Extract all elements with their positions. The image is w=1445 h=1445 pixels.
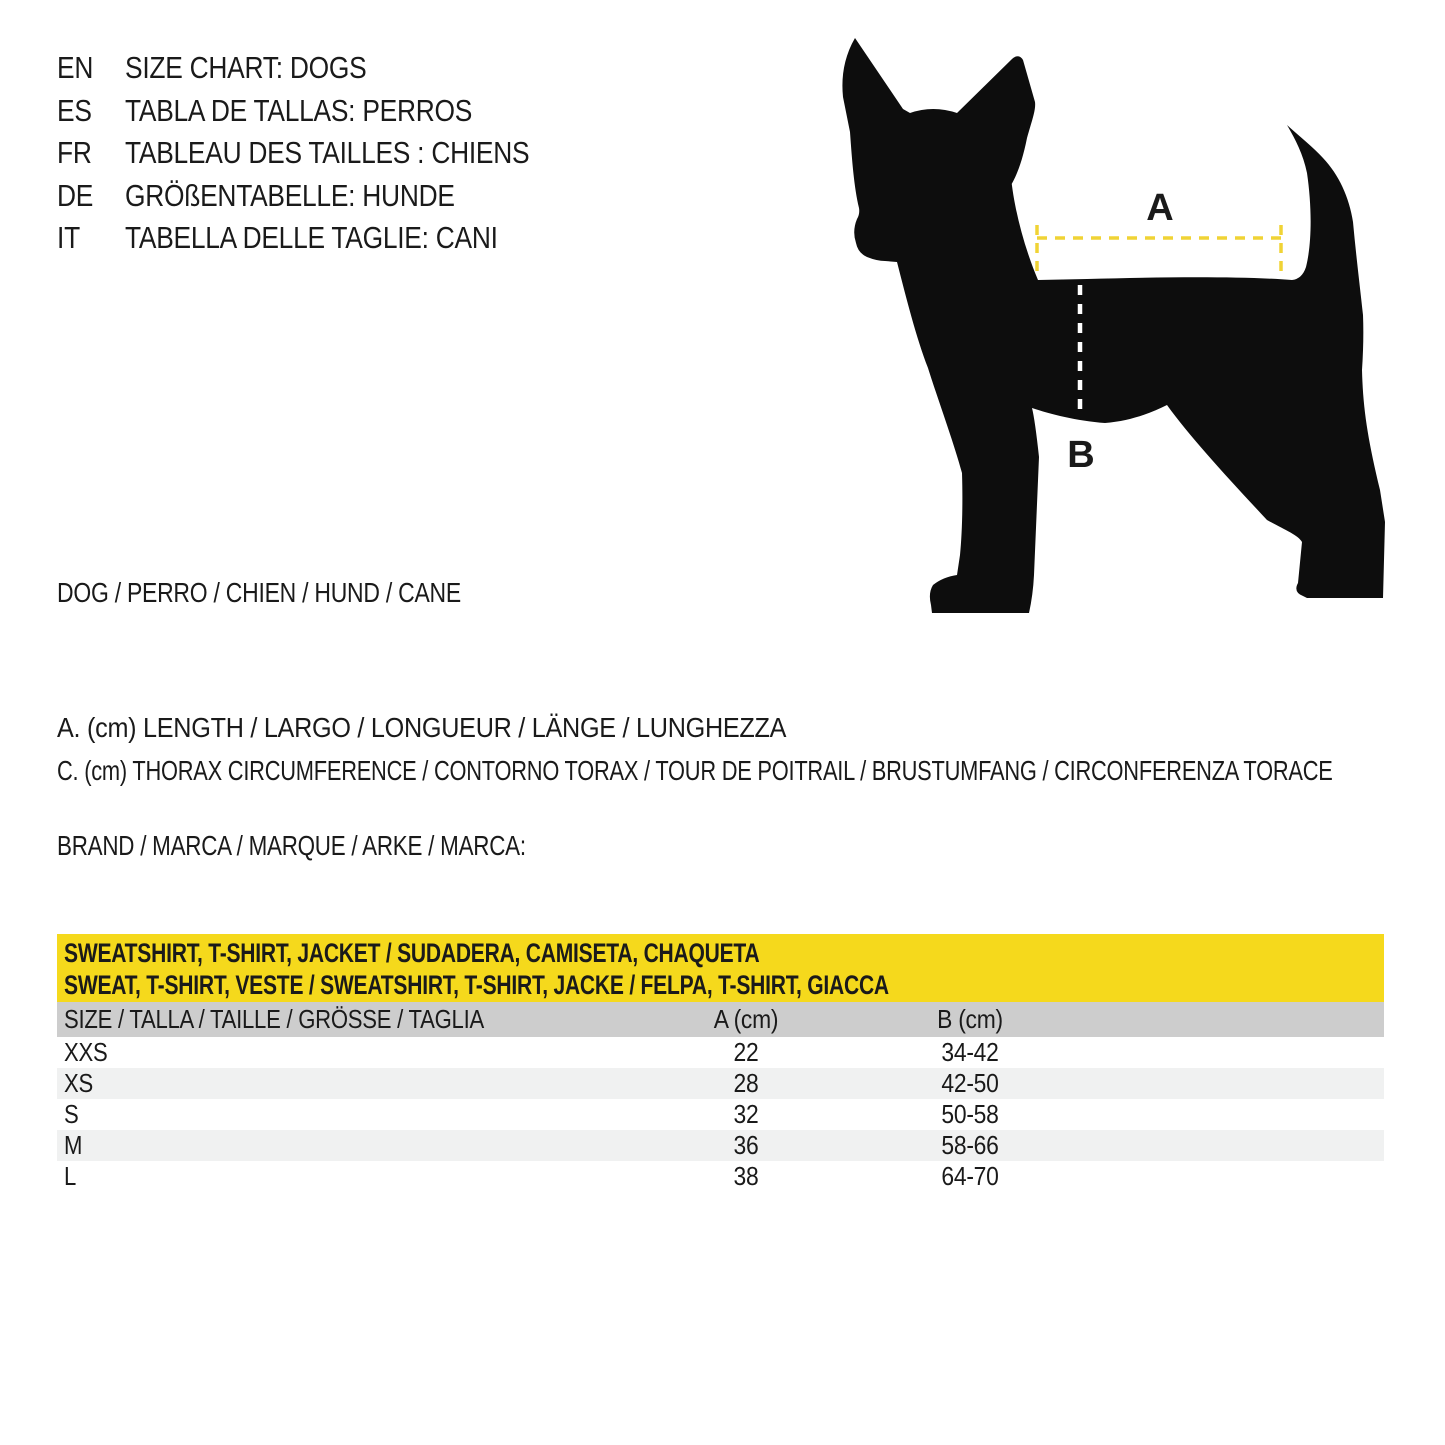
brand-line: BRAND / MARCA / MARQUE / ARKE / MARCA: <box>57 830 526 861</box>
language-row-es <box>57 90 529 133</box>
header-line-2: SWEAT, T-SHIRT, VESTE / SWEATSHIRT, T-SHIRT, JACKE / FELPA, T-SHIRT, GIACCA <box>64 970 889 1000</box>
measurement-line-c: C. (cm) THORAX CIRCUMFERENCE / CONTORNO TORAX / TOUR DE POITRAIL / BRUSTUMFANG / CIRCONFERENZA TORACE <box>57 755 1333 787</box>
table-row-s <box>57 1099 1384 1130</box>
column-b: B (cm) <box>937 1004 1003 1034</box>
size-cell: L <box>64 1161 77 1191</box>
table-row-xs <box>57 1068 1384 1099</box>
measurement-line-a: A. (cm) LENGTH / LARGO / LONGUEUR / LÄNGE / LUNGHEZZA <box>57 711 787 743</box>
column-a: A (cm) <box>713 1004 779 1034</box>
table-row-l <box>57 1161 1384 1192</box>
language-title: GRÖßENTABELLE: HUNDE <box>125 177 455 213</box>
b-cell: 50-58 <box>941 1099 999 1129</box>
size-table-header <box>57 934 1384 1002</box>
marker-b-label: B <box>1067 434 1095 476</box>
marker-a-label: A <box>1146 187 1174 229</box>
dog-measurement-diagram <box>815 15 1440 640</box>
language-title-list <box>57 47 613 260</box>
b-cell: 64-70 <box>941 1161 999 1191</box>
language-code: EN <box>57 50 94 86</box>
language-code: FR <box>57 135 92 171</box>
header-line-1: SWEATSHIRT, T-SHIRT, JACKET / SUDADERA, CAMISETA, CHAQUETA <box>64 938 760 968</box>
dog-silhouette-icon <box>842 38 1385 613</box>
a-cell: 22 <box>733 1037 759 1067</box>
size-cell: M <box>64 1130 83 1160</box>
language-code: IT <box>57 220 80 256</box>
language-title: TABLA DE TALLAS: PERROS <box>125 92 473 128</box>
language-code: ES <box>57 92 92 128</box>
b-cell: 58-66 <box>941 1130 999 1160</box>
size-table-subheader <box>57 1002 1384 1037</box>
language-row-en <box>57 47 529 90</box>
language-title: TABELLA DELLE TAGLIE: CANI <box>125 220 498 256</box>
language-row-fr <box>57 132 529 175</box>
measurement-legend <box>57 706 1445 793</box>
a-cell: 32 <box>733 1099 759 1129</box>
language-row-de <box>57 175 529 218</box>
size-table <box>57 934 1384 1192</box>
table-row-m <box>57 1130 1384 1161</box>
language-row-it <box>57 217 529 260</box>
column-size: SIZE / TALLA / TAILLE / GRÖSSE / TAGLIA <box>64 1004 484 1034</box>
a-cell: 38 <box>733 1161 759 1191</box>
b-cell: 42-50 <box>941 1068 999 1098</box>
b-cell: 34-42 <box>941 1037 999 1067</box>
size-cell: XXS <box>64 1037 108 1067</box>
animal-caption: DOG / PERRO / CHIEN / HUND / CANE <box>57 577 461 608</box>
a-cell: 28 <box>733 1068 759 1098</box>
size-cell: S <box>64 1099 79 1129</box>
table-row-xxs <box>57 1037 1384 1068</box>
a-cell: 36 <box>733 1130 759 1160</box>
language-title: TABLEAU DES TAILLES : CHIENS <box>125 135 530 171</box>
size-cell: XS <box>64 1068 93 1098</box>
measure-line-a <box>1037 225 1281 277</box>
language-code: DE <box>57 177 94 213</box>
language-title: SIZE CHART: DOGS <box>125 50 367 86</box>
